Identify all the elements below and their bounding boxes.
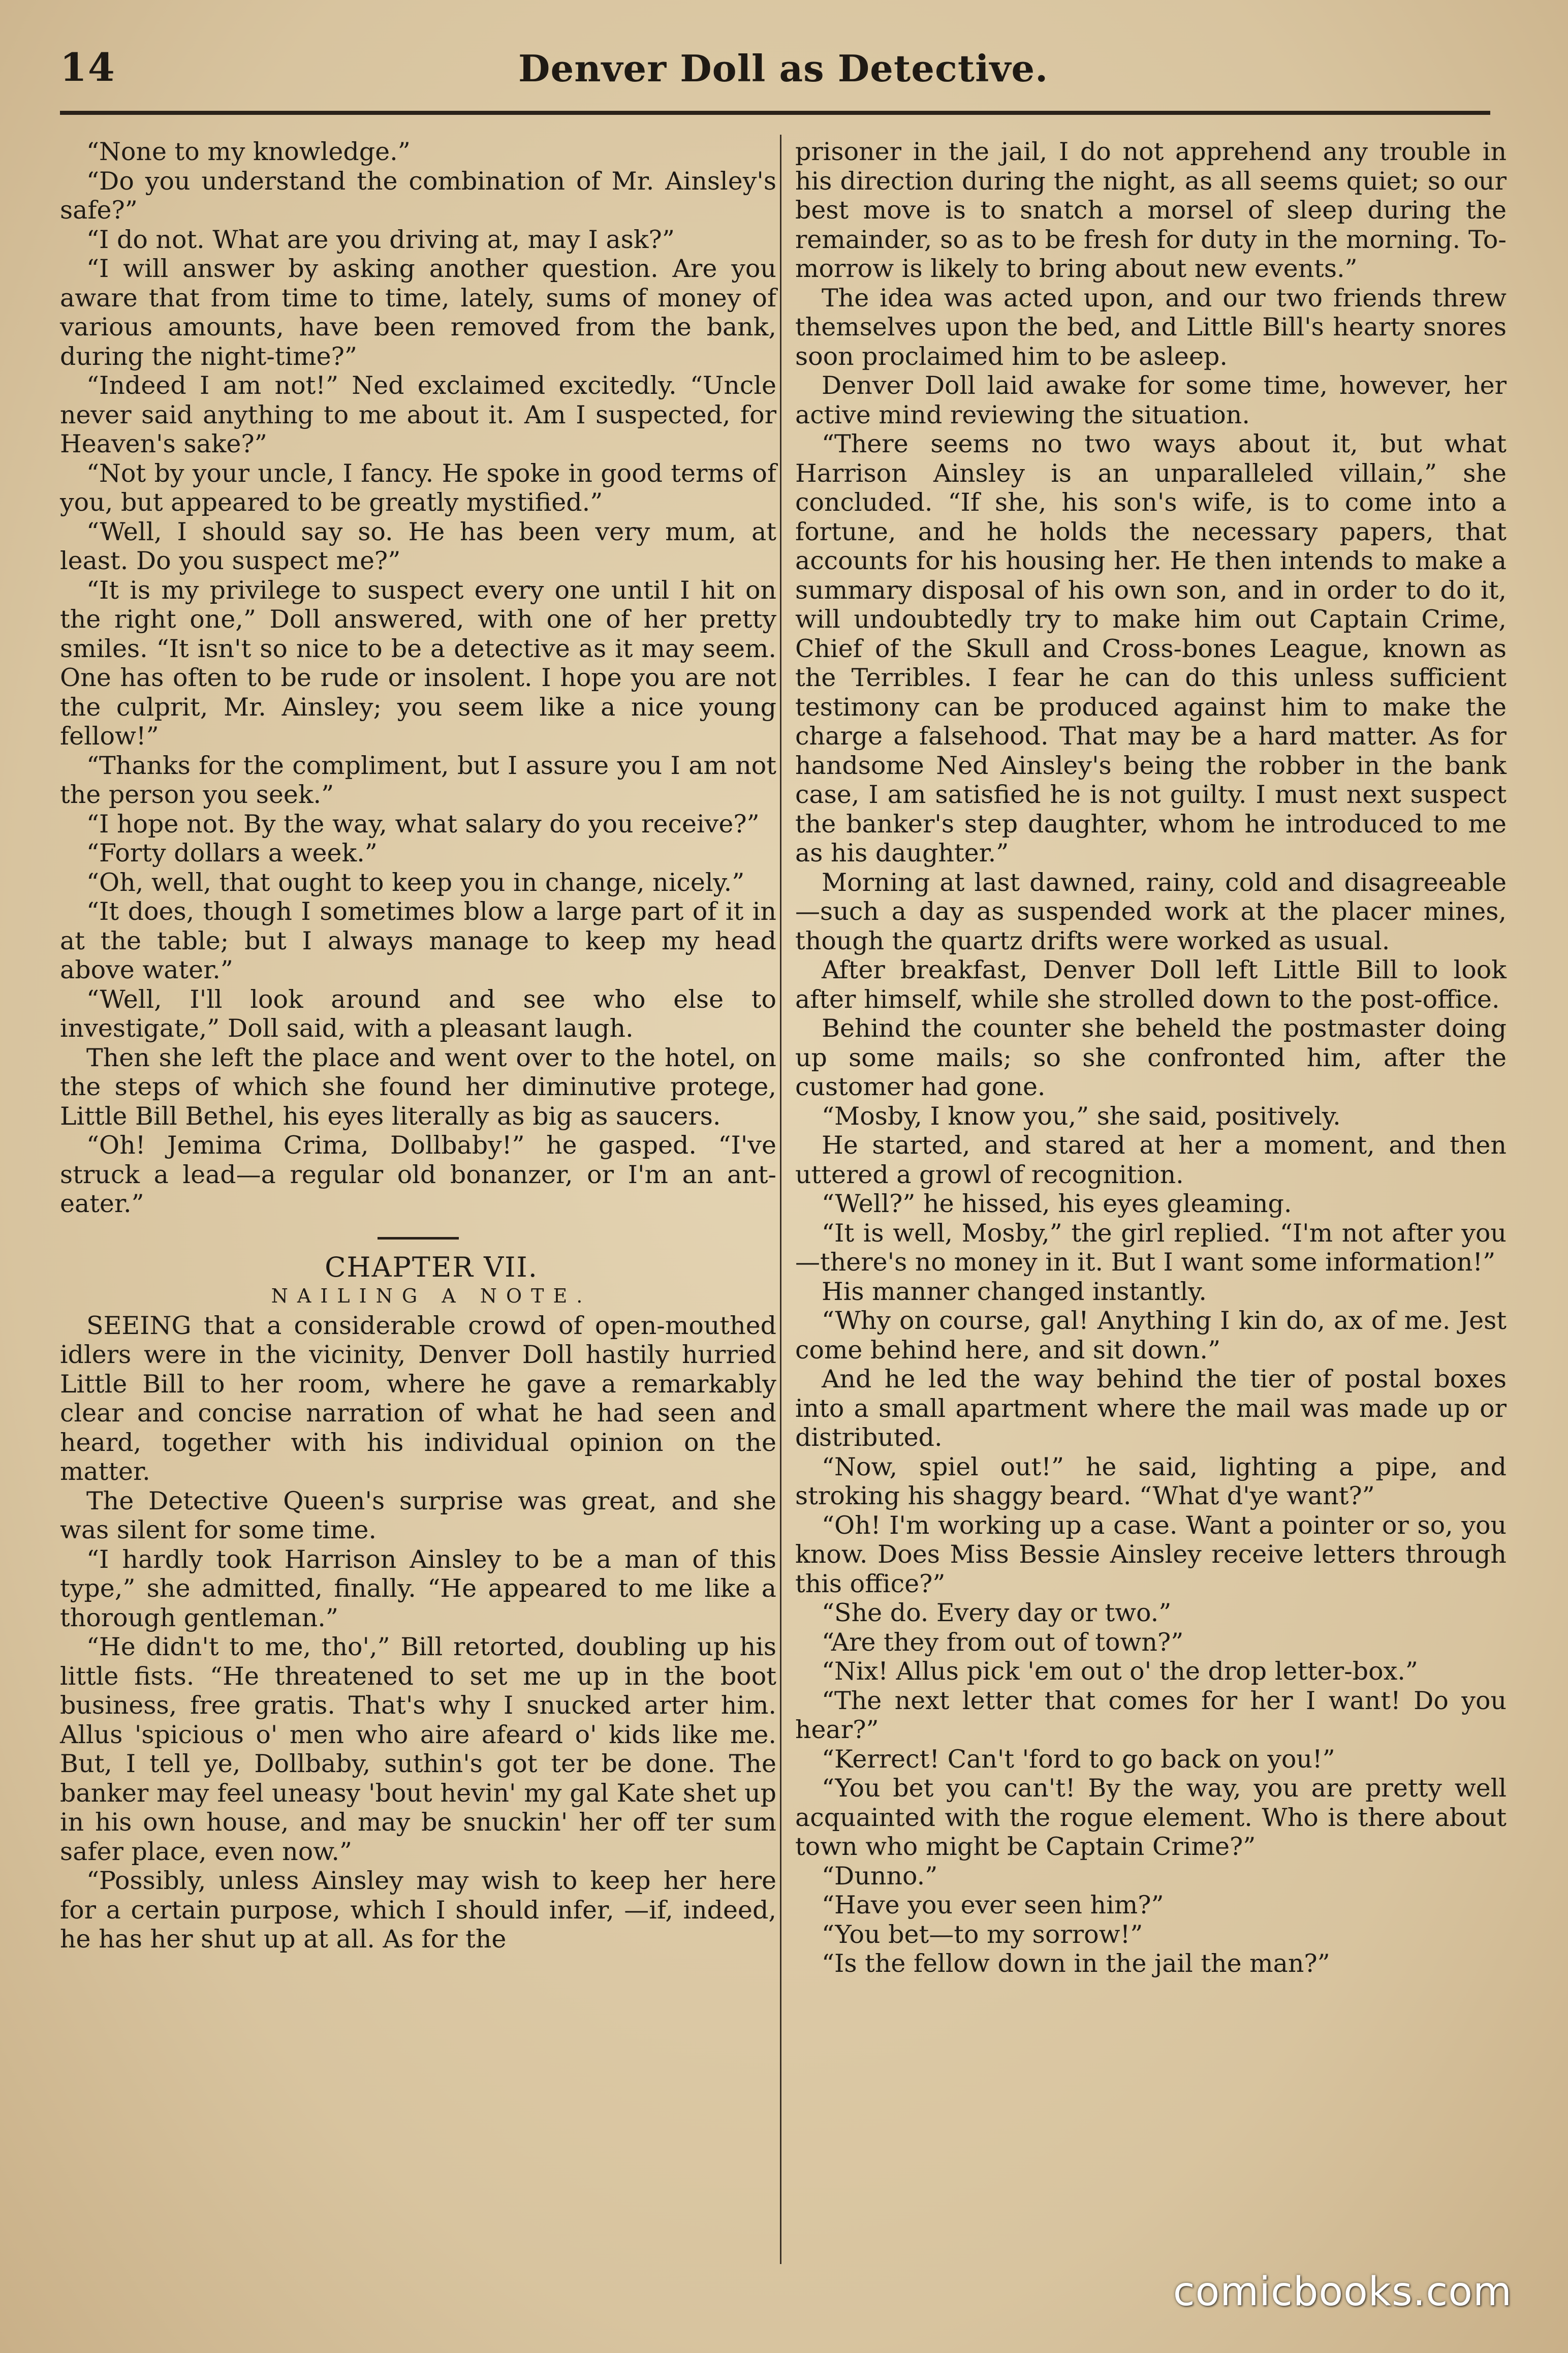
paragraph: The Detective Queen's surprise was great, and she was silent for some time. [60, 1486, 776, 1544]
paragraph: “You bet—to my sorrow!” [822, 1919, 1143, 1949]
paragraph: “Thanks for the compliment, but I assure you I am not the person you seek.” [60, 751, 776, 809]
site-watermark: comicbooks.com [1173, 2269, 1512, 2315]
paragraph: “Mosby, I know you,” she said, positively. [822, 1101, 1341, 1131]
column-divider [780, 135, 781, 2264]
paragraph: Then she left the place and went over to the hotel, on the steps of which she found her diminutive protege, Little Bill Bethel, his eyes literally as big as saucers. [60, 1043, 776, 1131]
paragraph: “I do not. What are you driving at, may I ask?” [86, 225, 675, 254]
chapter-separator-rule [378, 1237, 459, 1240]
chapter-subheading: NAILING A NOTE. [271, 1285, 592, 1307]
header-rule [60, 111, 1490, 115]
paragraph: And he led the way behind the tier of postal boxes into a small apartment where the mail was made up or distributed. [795, 1365, 1507, 1452]
paragraph: “It is my privilege to suspect every one until I hit on the right one,” Doll answered, with one of her pretty smiles. “It isn't so nice to be a detective as it may seem. One has often to be rude or insolent. I hope you are not the culprit, Mr. Ainsley; you seem like a nice young fellow!” [60, 575, 776, 751]
paragraph: “I will answer by asking another question. Are you aware that from time to time, lately, sums of money of various amounts, have been removed from the bank, during the night-time?” [60, 254, 776, 371]
paragraph: Denver Doll laid awake for some time, however, her active mind reviewing the situation. [795, 371, 1507, 429]
paragraph: “Have you ever seen him?” [822, 1891, 1164, 1919]
paragraph: “Well, I should say so. He has been very mum, at least. Do you suspect me?” [60, 517, 776, 575]
paragraph: “Why on course, gal! Anything I kin do, ax of me. Jest come behind here, and sit down.” [795, 1306, 1507, 1365]
paragraph: He started, and stared at her a moment, and then uttered a growl of recognition. [795, 1131, 1507, 1189]
paragraph: “There seems no two ways about it, but what Harrison Ainsley is an unparalleled villain,” she concluded. “If she, his son's wife, is to come into a fortune, and he holds the necessary papers, that accounts for his housing her. He then intends to make a summary disposal of his own son, and in order to do it, will undoubtedly try to make him out Captain Crime, Chief of the Skull and Cross-bones League, known as the Terribles. I fear he can do this unless sufficient testimony can be produced against him to make the charge a falsehood. That may be a hard matter. As for handsome Ned Ainsley's being the robber in the bank case, I am satisfied he is not guilty. I must next suspect the banker's step daughter, whom he introduced to me as his daughter.” [795, 429, 1507, 868]
paragraph: “Oh! Jemima Crima, Dollbaby!” he gasped. “I've struck a lead—a regular old bonanzer, or I'm an ant-eater.” [60, 1131, 776, 1218]
paragraph: The idea was acted upon, and our two friends threw themselves upon the bed, and Little Bill's hearty snores soon proclaimed him to be asleep. [795, 283, 1507, 371]
paragraph: “Kerrect! Can't 'ford to go back on you!” [822, 1744, 1335, 1774]
paragraph: “She do. Every day or two.” [822, 1598, 1172, 1627]
paragraph: “None to my knowledge.” [86, 137, 411, 166]
paragraph: “The next letter that comes for her I want! Do you hear?” [795, 1686, 1507, 1744]
paragraph: “Oh, well, that ought to keep you in change, nicely.” [86, 868, 745, 897]
paragraph: prisoner in the jail, I do not apprehend any trouble in his direction during the night, as all seems quiet; so our best move is to snatch a morsel of sleep during the remainder, so as to be fresh for duty in the morning. To-morrow is likely to bring about new events.” [795, 137, 1507, 283]
paragraph: “Well, I'll look around and see who else to investigate,” Doll said, with a pleasant laugh. [60, 984, 776, 1043]
paragraph: “Dunno.” [822, 1861, 938, 1891]
right-column [795, 137, 1507, 1978]
running-title: Denver Doll as Detective. [518, 47, 1049, 90]
paragraph: “I hope not. By the way, what salary do you receive?” [86, 809, 760, 839]
paragraph: “Oh! I'm working up a case. Want a pointer or so, you know. Does Miss Bessie Ainsley receive letters through this office?” [795, 1510, 1507, 1598]
paragraph: “I hardly took Harrison Ainsley to be a man of this type,” she admitted, finally. “He appeared to me like a thorough gentleman.” [60, 1544, 776, 1632]
paragraph: Morning at last dawned, rainy, cold and disagreeable—such a day as suspended work at the placer mines, though the quartz drifts were worked as usual. [795, 868, 1507, 955]
paragraph: “Well?” he hissed, his eyes gleaming. [822, 1189, 1292, 1218]
paragraph: “Forty dollars a week.” [86, 839, 378, 868]
paragraph: “You bet you can't! By the way, you are pretty well acquainted with the rogue element. Who is there about town who might be Captain Crime?” [795, 1774, 1507, 1861]
paragraph: Behind the counter she beheld the postmaster doing up some mails; so she confronted him, after the customer had gone. [795, 1014, 1507, 1101]
left-column [60, 137, 776, 1954]
chapter-heading: CHAPTER VII. [325, 1251, 538, 1283]
paragraph: His manner changed instantly. [822, 1277, 1207, 1306]
paragraph: “Are they from out of town?” [822, 1627, 1184, 1657]
paragraph: “Is the fellow down in the jail the man?” [822, 1949, 1330, 1978]
paragraph: After breakfast, Denver Doll left Little Bill to look after himself, while she strolled down to the post-office. [795, 955, 1507, 1014]
paragraph: “Indeed I am not!” Ned exclaimed excitedly. “Uncle never said anything to me about it. Am I suspected, for Heaven's sake?” [60, 371, 776, 458]
paragraph: “Now, spiel out!” he said, lighting a pipe, and stroking his shaggy beard. “What d'ye want?” [795, 1452, 1507, 1510]
paragraph: SEEING that a considerable crowd of open-mouthed idlers were in the vicinity, Denver Doll hastily hurried Little Bill to her room, where he gave a remarkably clear and concise narration of what he had seen and heard, together with his individual opinion on the matter. [60, 1311, 776, 1486]
page-number: 14 [60, 45, 116, 90]
paragraph: “Not by your uncle, I fancy. He spoke in good terms of you, but appeared to be greatly mystified.” [60, 458, 776, 517]
paragraph: “It is well, Mosby,” the girl replied. “I'm not after you—there's no money in it. But I want some information!” [795, 1218, 1507, 1277]
paragraph: “Nix! Allus pick 'em out o' the drop letter-box.” [822, 1657, 1418, 1686]
paragraph: “Possibly, unless Ainsley may wish to keep her here for a certain purpose, which I should infer, —if, indeed, he has her shut up at all. As for the [60, 1866, 776, 1954]
paragraph: “It does, though I sometimes blow a large part of it in at the table; but I always manage to keep my head above water.” [60, 897, 776, 984]
paragraph: “He didn't to me, tho',” Bill retorted, doubling up his little fists. “He threatened to set me up in the boot business, free gratis. That's why I snucked arter him. Allus 'spicious o' men who aire afeard o' kids like me. But, I tell ye, Dollbaby, suthin's got ter be done. The banker may feel uneasy 'bout hevin' my gal Kate shet up in his own house, and may be snuckin' her off ter sum safer place, even now.” [60, 1632, 776, 1866]
paragraph: “Do you understand the combination of Mr. Ainsley's safe?” [60, 166, 776, 225]
